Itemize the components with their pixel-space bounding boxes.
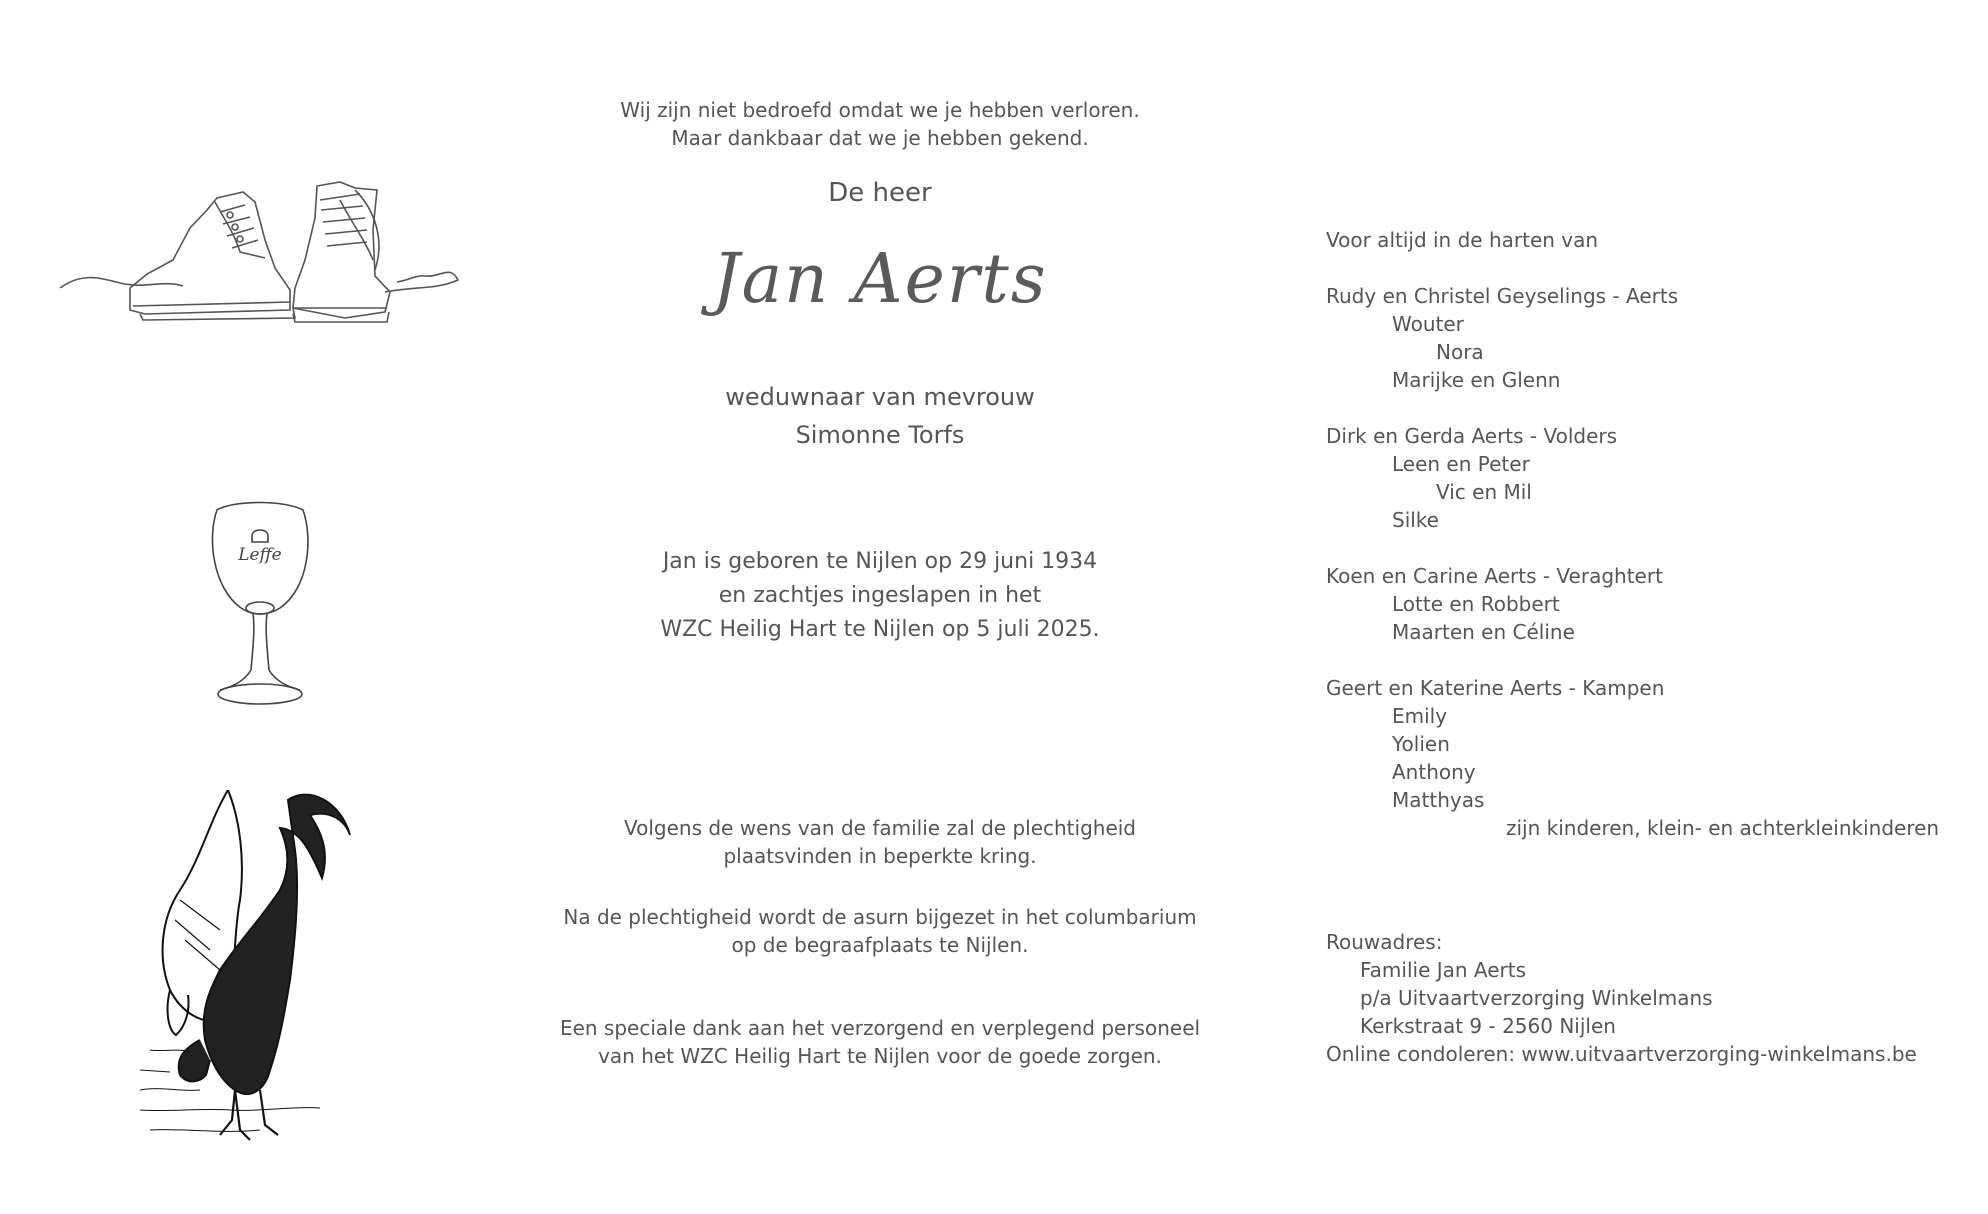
spouse-info — [580, 378, 1180, 454]
address-line-2: p/a Uitvaartverzorging Winkelmans — [1360, 986, 1713, 1010]
quote-line-1: Wij zijn niet bedroefd omdat we je hebben verloren. — [620, 98, 1140, 122]
ceremony-p2-line-2: op de begraafplaats te Nijlen. — [731, 933, 1029, 957]
online-condolence: Online condoleren: www.uitvaartverzorging-winkelmans.be — [1326, 1042, 1917, 1066]
family-group-2-parents: Dirk en Gerda Aerts - Volders — [1326, 424, 1618, 448]
family-group-4-parents: Geert en Katerine Aerts - Kampen — [1326, 676, 1665, 700]
beer-glass-icon — [205, 498, 320, 718]
birth-line-2: en zachtjes ingeslapen in het — [718, 583, 1042, 608]
ceremony-p1-line-1: Volgens de wens van de familie zal de plechtigheid — [623, 816, 1137, 840]
ceremony-p3-line-2: van het WZC Heilig Hart te Nijlen voor de goede zorgen. — [598, 1044, 1162, 1068]
address-line-3: Kerkstraat 9 - 2560 Nijlen — [1360, 1014, 1616, 1038]
ceremony-p3-line-1: Een speciale dank aan het verzorgend en verplegend personeel — [559, 1016, 1201, 1040]
family-group-4-child: Yolien — [1392, 732, 1450, 756]
svg-text:Leffe: Leffe — [238, 545, 282, 565]
honorific: De heer — [828, 178, 932, 208]
deceased-name: Jan Aerts — [712, 240, 1048, 319]
address-label: Rouwadres: — [1326, 930, 1443, 954]
family-group-3-parents: Koen en Carine Aerts - Veraghtert — [1326, 564, 1663, 588]
quote-line-2: Maar dankbaar dat we je hebben gekend. — [671, 126, 1089, 150]
ceremony-info — [480, 814, 1280, 1070]
ceremony-p1-line-2: plaatsvinden in beperkte kring. — [723, 844, 1037, 868]
family-group-2-child: Leen en Peter — [1392, 452, 1530, 476]
ceremony-p2-line-1: Na de plechtigheid wordt de asurn bijgezet in het columbarium — [563, 905, 1197, 929]
family-group-2-grandchild: Vic en Mil — [1436, 480, 1532, 504]
birth-death-info — [530, 545, 1230, 647]
rooster-hen-icon — [140, 790, 365, 1160]
mourning-address — [1326, 928, 1976, 1068]
family-group-4-child: Emily — [1392, 704, 1448, 728]
family-group-1-parents: Rudy en Christel Geyselings - Aerts — [1326, 284, 1679, 308]
family-group-2-child: Silke — [1392, 508, 1439, 532]
family-group-3-child: Maarten en Céline — [1392, 620, 1575, 644]
family-intro: Voor altijd in de harten van — [1326, 228, 1599, 252]
birth-line-1: Jan is geboren te Nijlen op 29 juni 1934 — [662, 549, 1098, 574]
address-line-1: Familie Jan Aerts — [1360, 958, 1527, 982]
spouse-line-2: Simonne Torfs — [795, 421, 965, 449]
spouse-line-1: weduwnaar van mevrouw — [725, 383, 1035, 411]
birth-line-3: WZC Heilig Hart te Nijlen op 5 juli 2025. — [660, 617, 1100, 642]
family-list — [1326, 226, 1976, 842]
family-group-4-child: Anthony — [1392, 760, 1476, 784]
family-group-1-grandchild: Nora — [1436, 340, 1484, 364]
family-closing: zijn kinderen, klein- en achterkleinkinderen — [1506, 816, 1940, 840]
family-group-4-child: Matthyas — [1392, 788, 1485, 812]
quote — [480, 96, 1280, 152]
family-group-1-child: Wouter — [1392, 312, 1464, 336]
family-group-1-child: Marijke en Glenn — [1392, 368, 1561, 392]
boots-icon — [55, 180, 465, 330]
family-group-3-child: Lotte en Robbert — [1392, 592, 1560, 616]
